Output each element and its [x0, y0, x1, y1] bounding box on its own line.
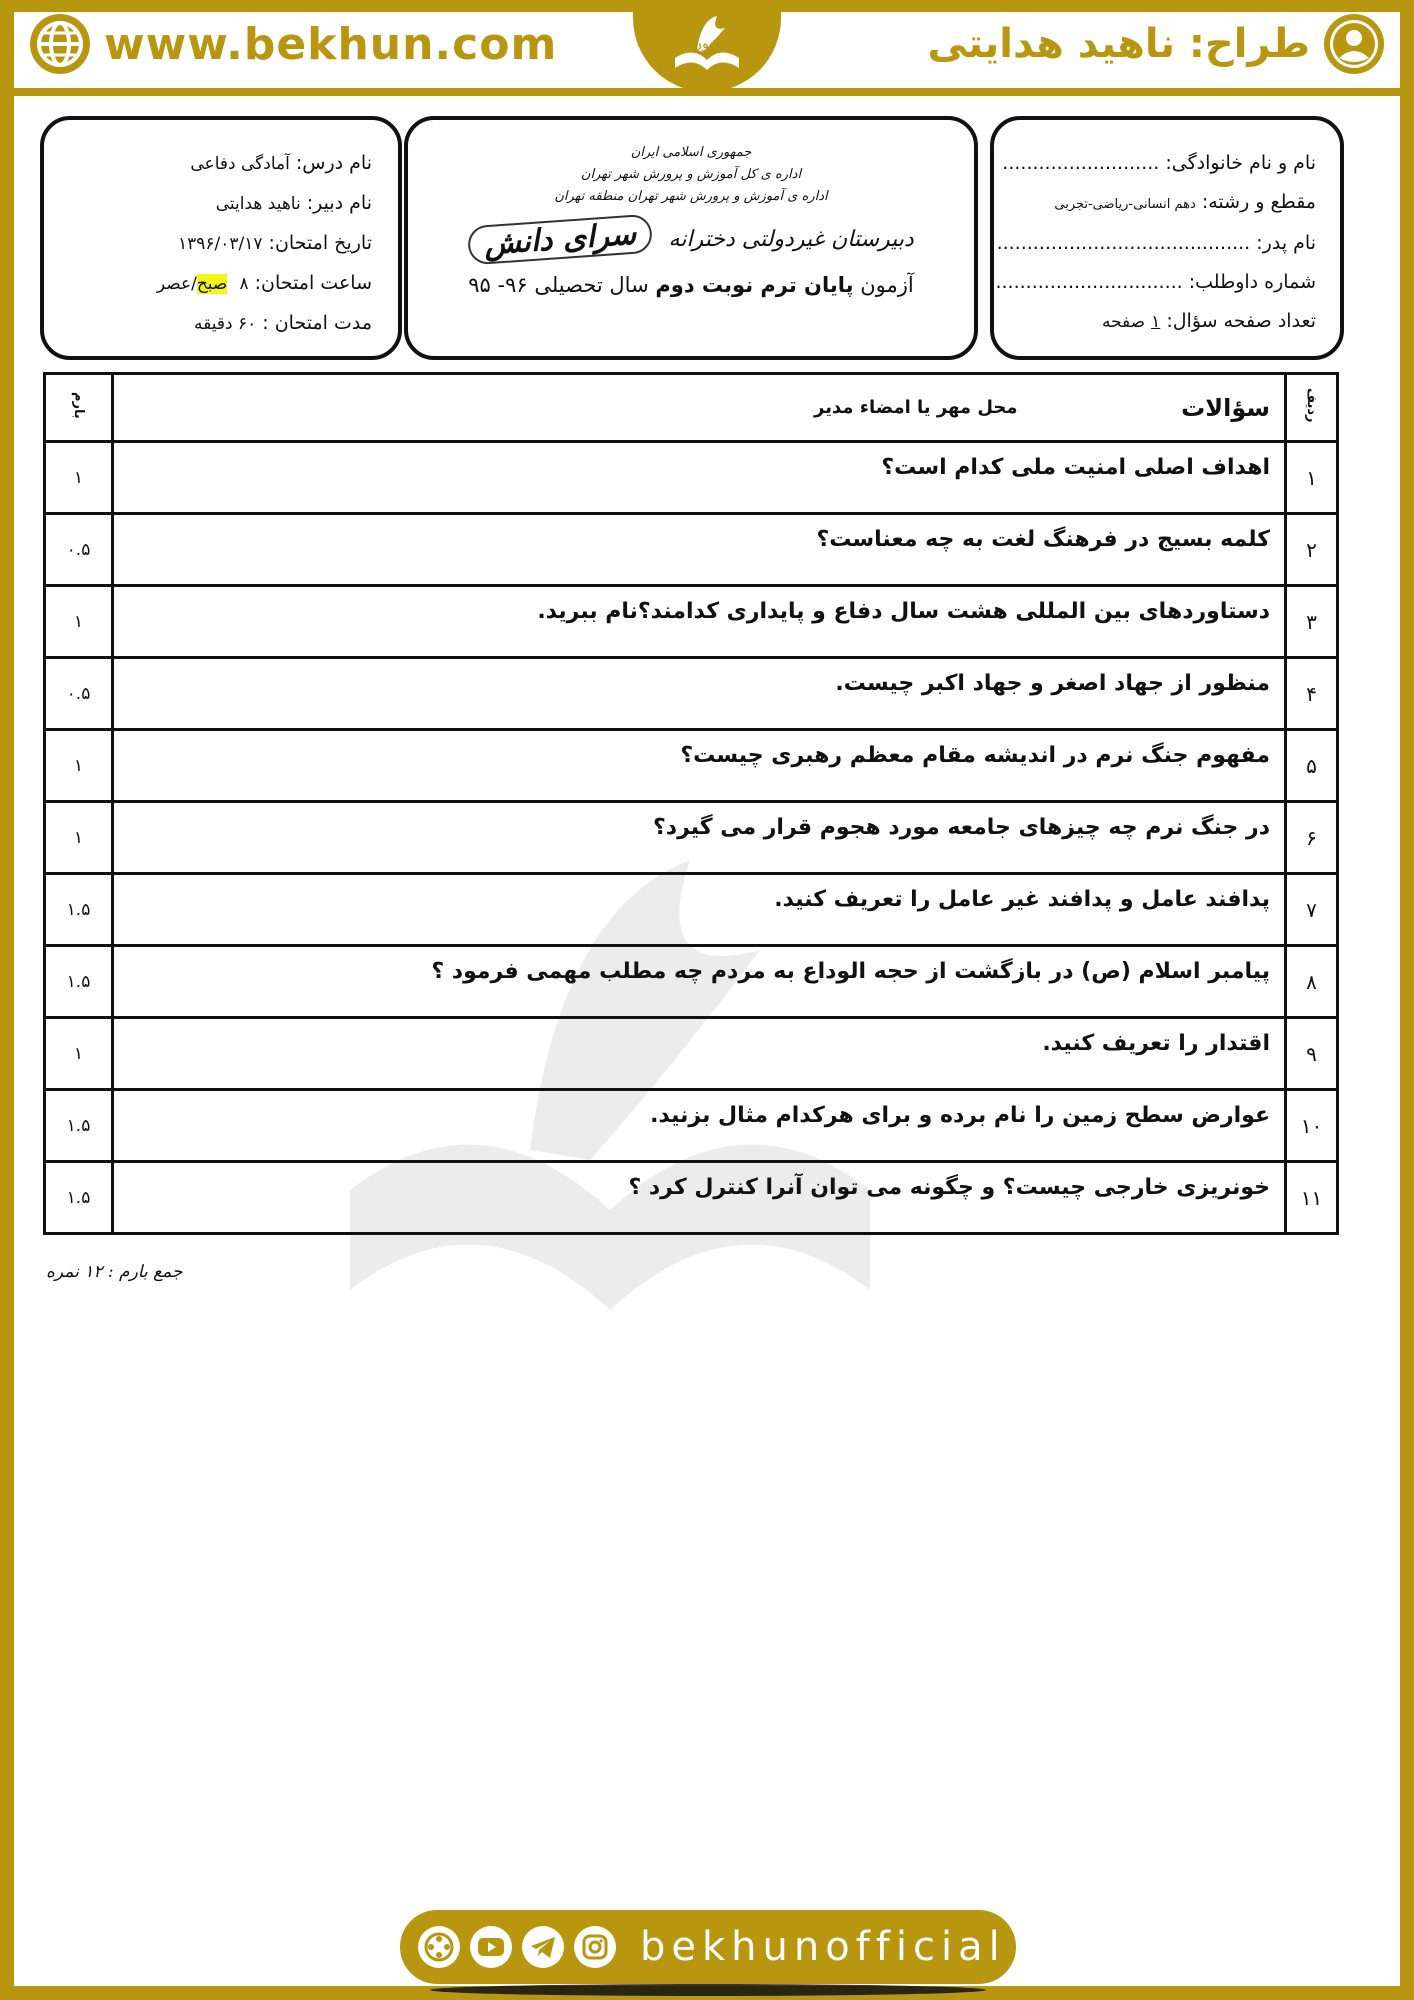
instagram-icon[interactable] — [574, 1926, 616, 1968]
social-handle: bekhunofficial — [640, 1924, 1006, 1970]
questions-table — [43, 372, 1339, 1235]
question-text: خونریزی خارجی چیست؟ و چگونه می توان آنرا کنترل کرد ؟ — [113, 1162, 1286, 1234]
father-dots: .......................................... — [996, 232, 1251, 254]
designer-credit — [927, 14, 1384, 74]
table-row — [45, 1162, 1338, 1234]
student-name-line — [1004, 144, 1316, 183]
total-score: جمع بارم : ۱۲ نمره — [46, 1262, 183, 1282]
table-row — [45, 586, 1338, 658]
date-label: تاریخ امتحان: — [268, 232, 372, 254]
brand-logo-text: بخون — [691, 36, 723, 52]
question-text: پیامبر اسلام (ص) در بازگشت از حجه الوداع به مردم چه مطلب مهمی فرمود ؟ — [113, 946, 1286, 1018]
film-reel-icon[interactable] — [418, 1926, 460, 1968]
school-header-box — [404, 116, 978, 360]
shift-evening: عصر — [156, 274, 192, 294]
table-row — [45, 946, 1338, 1018]
pages-label: تعداد صفحه سؤال: — [1166, 310, 1316, 332]
subject-label: نام درس: — [295, 152, 372, 174]
candidate-label: شماره داوطلب: — [1188, 271, 1316, 293]
row-number: ۵ — [1286, 730, 1338, 802]
question-score: ۱.۵ — [45, 1162, 113, 1234]
question-text: کلمه بسیج در فرهنگ لغت به چه معناست؟ — [113, 514, 1286, 586]
date-line — [54, 224, 372, 264]
exam-title-pre: آزمون — [860, 273, 914, 297]
candidate-line — [989, 263, 1316, 302]
telegram-icon[interactable] — [522, 1926, 564, 1968]
grade-line — [1004, 183, 1316, 224]
question-text: مفهوم جنگ نرم در اندیشه مقام معظم رهبری چیست؟ — [113, 730, 1286, 802]
table-row — [45, 658, 1338, 730]
teacher-line — [54, 184, 372, 224]
pages-unit: صفحه — [1101, 312, 1146, 332]
table-header-row — [45, 374, 1338, 442]
student-name-dots: .......................... — [1002, 152, 1160, 174]
subject-value: آمادگی دفاعی — [190, 154, 290, 174]
duration-value: ۶۰ دقیقه — [194, 314, 257, 334]
shift-morning: صبح — [196, 274, 228, 294]
table-row — [45, 1090, 1338, 1162]
teacher-value: ناهید هدایتی — [215, 194, 301, 214]
grade-label: مقطع و رشته: — [1201, 191, 1316, 213]
question-score: ۱.۵ — [45, 946, 113, 1018]
website-link[interactable] — [30, 14, 557, 74]
table-row — [45, 1018, 1338, 1090]
student-info-box — [990, 116, 1344, 360]
table-row — [45, 730, 1338, 802]
question-score: ۱.۵ — [45, 874, 113, 946]
exam-title — [408, 273, 974, 297]
youtube-icon[interactable] — [470, 1926, 512, 1968]
question-score: ۱ — [45, 1018, 113, 1090]
row-number: ۶ — [1286, 802, 1338, 874]
question-score: ۰.۵ — [45, 514, 113, 586]
question-score: ۱ — [45, 586, 113, 658]
question-text: پدافند عامل و پدافند غیر عامل را تعریف کنید. — [113, 874, 1286, 946]
grade-value: دهم انسانی-ریاضی-تجربی — [1054, 197, 1196, 212]
row-number: ۷ — [1286, 874, 1338, 946]
header-row-number: ردیف — [1286, 374, 1338, 442]
row-number: ۱۰ — [1286, 1090, 1338, 1162]
pages-line — [1004, 302, 1316, 342]
user-icon — [1324, 14, 1384, 74]
question-score: ۱ — [45, 442, 113, 514]
questions-body — [45, 442, 1338, 1234]
header-questions — [113, 374, 1286, 442]
student-name-label: نام و نام خانوادگی: — [1165, 152, 1316, 174]
question-text: اهداف اصلی امنیت ملی کدام است؟ — [113, 442, 1286, 514]
website-text: www.bekhun.com — [104, 18, 558, 70]
question-text: عوارض سطح زمین را نام برده و برای هرکدام مثال بزنید. — [113, 1090, 1286, 1162]
exam-info-box — [40, 116, 402, 360]
father-line — [996, 224, 1316, 263]
country-line: جمهوری اسلامی ایران — [630, 145, 752, 160]
time-value: ۸ — [239, 274, 249, 294]
row-number: ۹ — [1286, 1018, 1338, 1090]
row-number: ۳ — [1286, 586, 1338, 658]
row-number: ۱ — [1286, 442, 1338, 514]
designer-text: طراح: ناهید هدایتی — [927, 21, 1310, 67]
district-line: اداره ی آموزش و پرورش شهر تهران منطقه تهران — [554, 189, 828, 204]
date-value: ۱۳۹۶/۰۳/۱۷ — [177, 234, 263, 254]
school-name — [408, 216, 974, 263]
school-signature: سرای دانش — [467, 214, 654, 266]
social-bar[interactable] — [400, 1910, 1016, 1984]
time-label: ساعت امتحان: — [254, 272, 372, 294]
time-line — [54, 264, 372, 304]
candidate-dots: ................................ — [989, 271, 1183, 293]
table-row — [45, 442, 1338, 514]
header-score: بارم — [45, 374, 113, 442]
row-number: ۸ — [1286, 946, 1338, 1018]
question-score: ۰.۵ — [45, 658, 113, 730]
row-number: ۱۱ — [1286, 1162, 1338, 1234]
question-score: ۱ — [45, 802, 113, 874]
question-score: ۱ — [45, 730, 113, 802]
table-row — [45, 514, 1338, 586]
question-text: اقتدار را تعریف کنید. — [113, 1018, 1286, 1090]
ministry-line: اداره ی کل آموزش و پرورش شهر تهران — [580, 167, 802, 182]
question-text: دستاوردهای بین المللی هشت سال دفاع و پایداری کدامند؟نام ببرید. — [113, 586, 1286, 658]
question-text: در جنگ نرم چه چیزهای جامعه مورد هجوم قرار می گیرد؟ — [113, 802, 1286, 874]
question-text: منظور از جهاد اصغر و جهاد اکبر چیست. — [113, 658, 1286, 730]
book-logo-icon — [667, 10, 747, 80]
header-questions-label: سؤالات — [1181, 393, 1270, 422]
table-row — [45, 874, 1338, 946]
footer-shadow — [430, 1984, 986, 1996]
globe-icon — [30, 14, 90, 74]
duration-label: مدت امتحان : — [262, 312, 372, 334]
table-row — [45, 802, 1338, 874]
question-score: ۱.۵ — [45, 1090, 113, 1162]
school-type: دبیرستان غیردولتی دخترانه — [668, 227, 914, 252]
row-number: ۲ — [1286, 514, 1338, 586]
father-label: نام پدر: — [1256, 232, 1316, 254]
header-stamp-label: محل مهر یا امضاء مدیر — [814, 397, 1018, 418]
row-number: ۴ — [1286, 658, 1338, 730]
shift-separator: / — [191, 274, 197, 294]
exam-title-bold: پایان ترم نوبت دوم — [655, 273, 854, 297]
pages-value: ۱ — [1151, 312, 1161, 332]
duration-line — [54, 304, 372, 344]
exam-title-post: سال تحصیلی ۹۶- ۹۵ — [468, 273, 649, 297]
subject-line — [54, 144, 372, 184]
teacher-label: نام دبیر: — [306, 192, 372, 214]
